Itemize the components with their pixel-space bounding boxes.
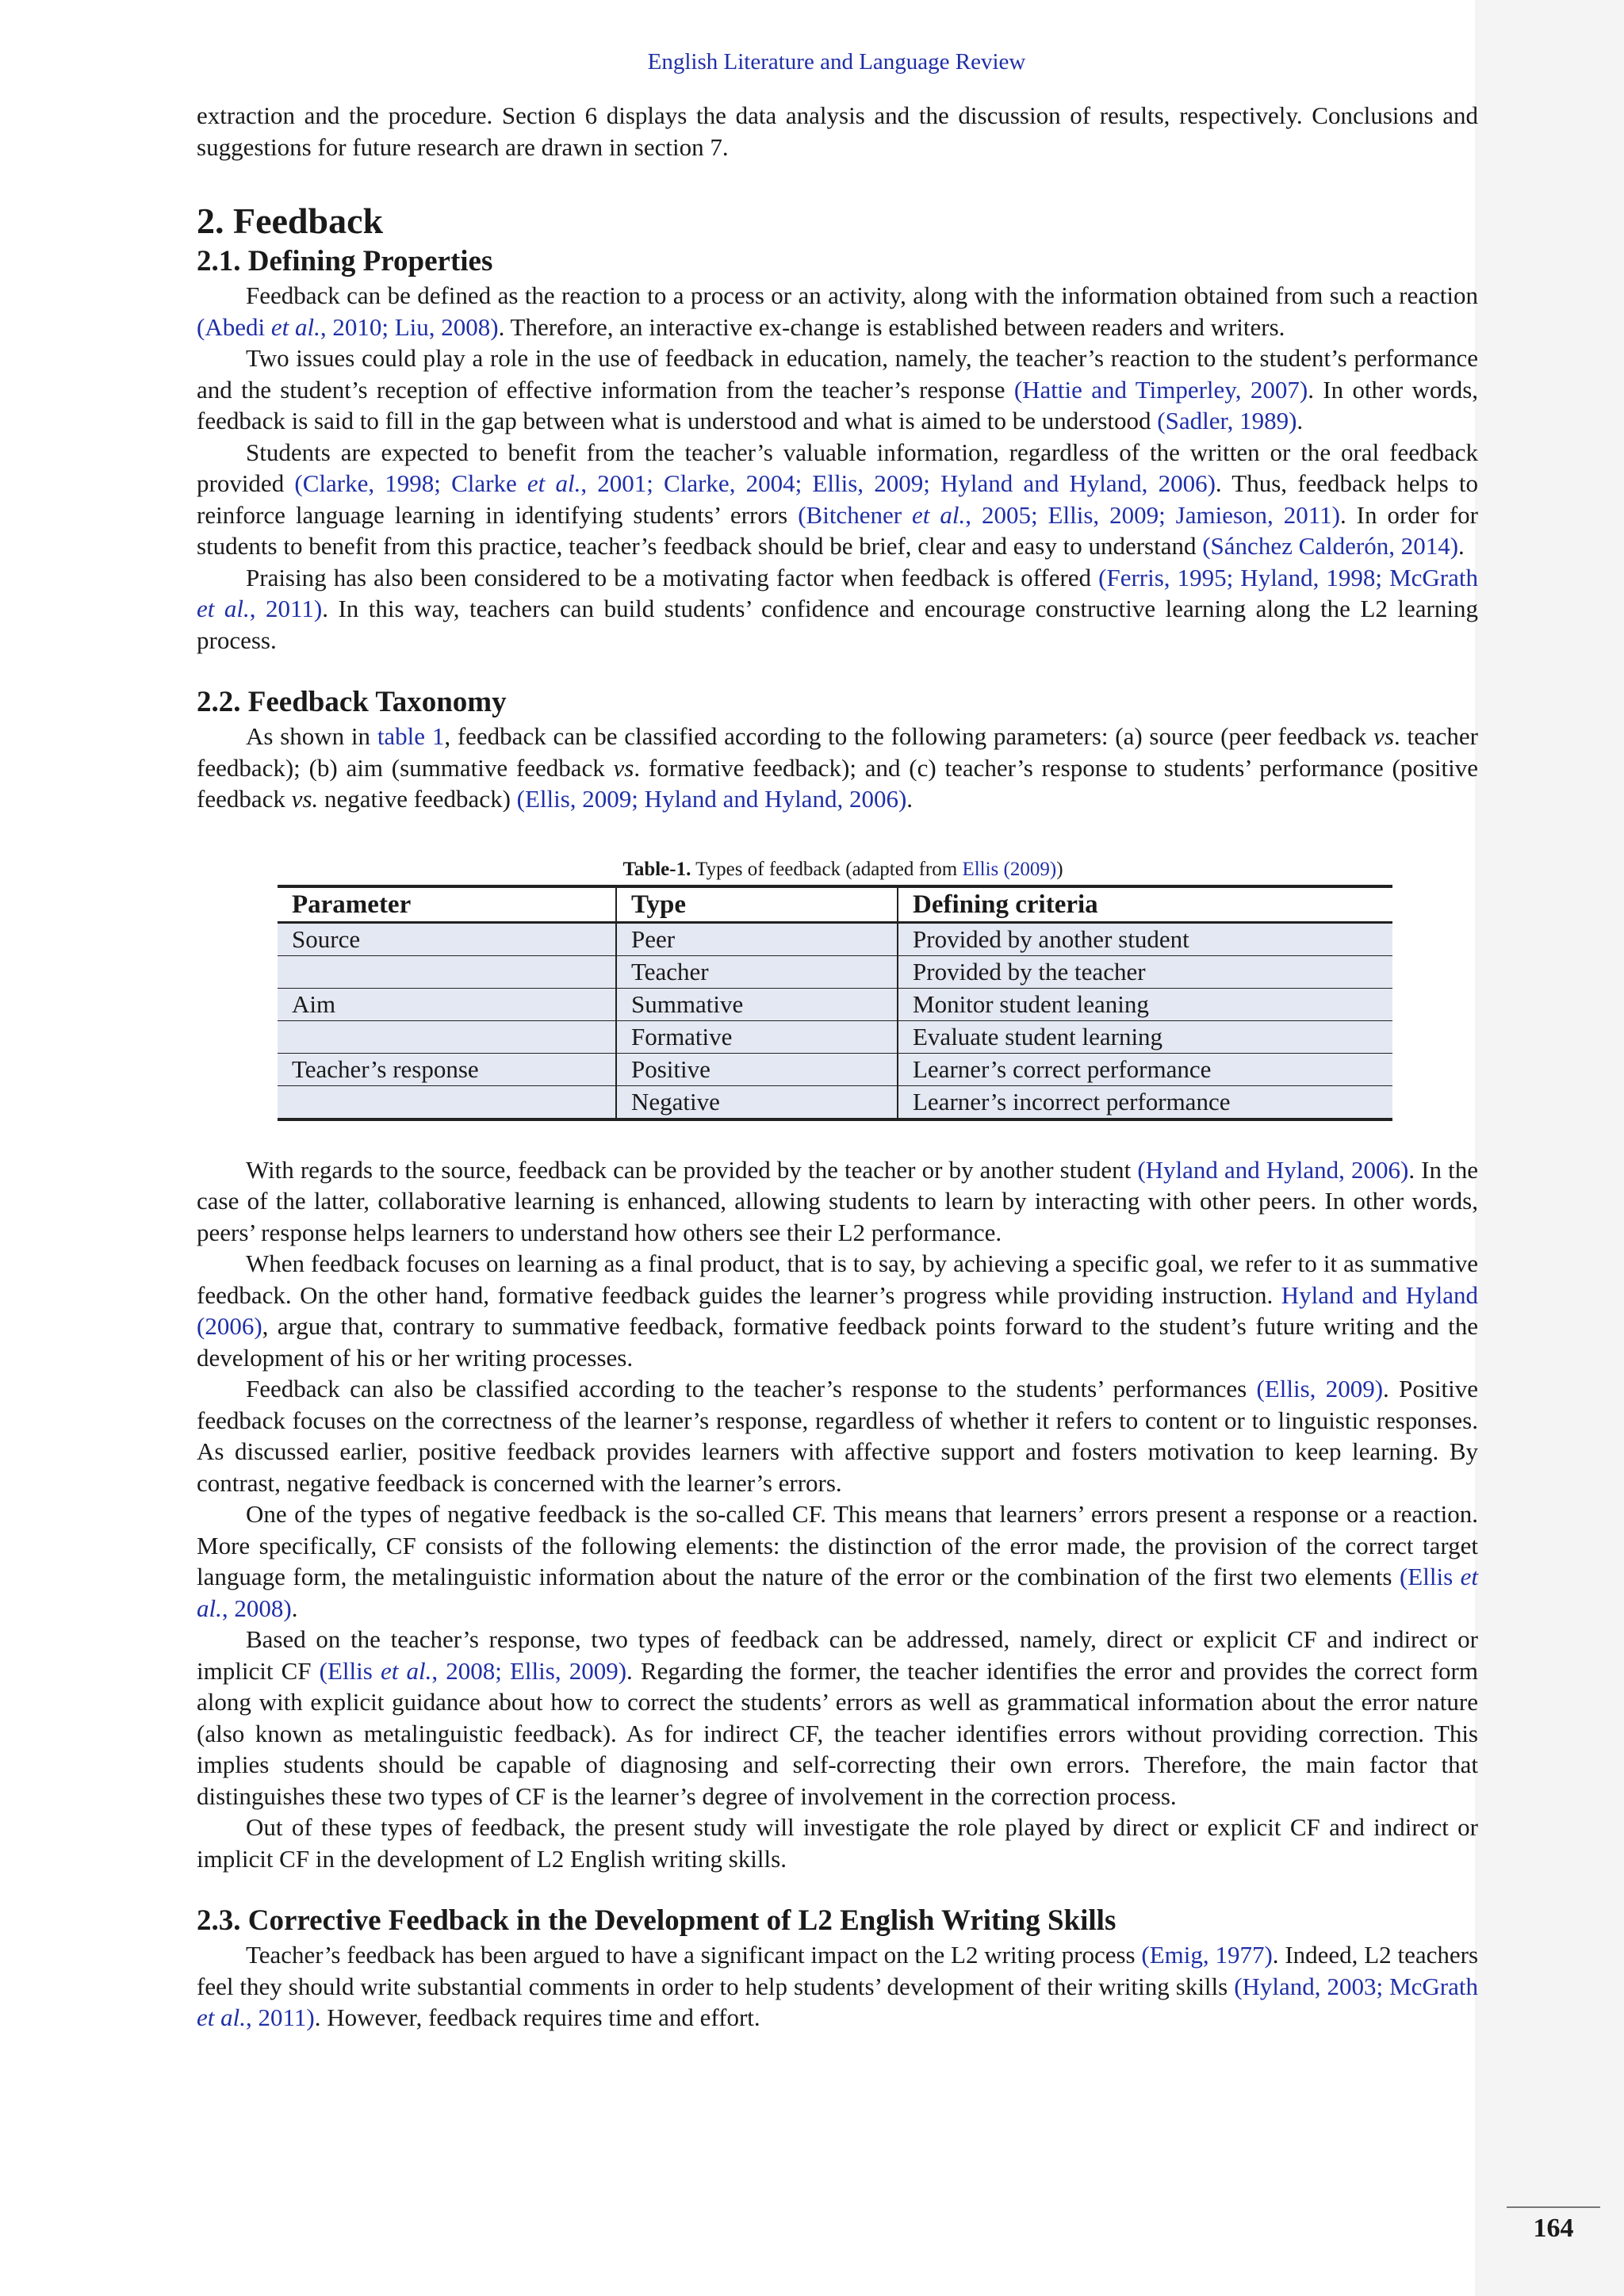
page-number: 164 <box>1533 2214 1574 2243</box>
table-cell: Evaluate student learning <box>898 1020 1392 1053</box>
table-header-cell: Defining criteria <box>898 886 1392 923</box>
citation-link[interactable]: (Sánchez Calderón, 2014) <box>1202 532 1459 560</box>
citation-link[interactable]: (Clarke, 1998; Clarke et al., 2001; Clarke, 2004; Ellis, 2009; Hyland and Hyland, 2006) <box>294 469 1216 497</box>
table-row <box>278 1053 1392 1085</box>
section-heading: 2. Feedback <box>197 201 384 241</box>
table-cell: Formative <box>616 1020 898 1053</box>
paragraph: Based on the teacher’s response, two types of feedback can be addressed, namely, direct or explicit CF and indirect or implicit CF (Ellis et al., 2008; Ellis, 2009). Regarding the former, the teacher identifies the error and provides the correct form along with explicit guidance about how to correct the students’ errors as well as grammatical information about the error nature (also known as metalinguistic feedback). As for indirect CF, the teacher identifies errors without providing correction. This implies students should be capable of diagnosing and self-correcting their own errors. Therefore, the main factor that distinguishes these two types of CF is the learner’s degree of involvement in the correction process. <box>197 1625 1478 1810</box>
table-header-cell: Parameter <box>292 890 412 919</box>
paragraph: As shown in table 1, feedback can be classified according to the following parameters: (a) source (peer feedback vs. teacher feedback); (b) aim (summative feedback vs. formative feedback); and (c) teacher’s response to students’ performance (positive feedback vs. negative feedback) (Ellis, 2009; Hyland and Hyland, 2006). <box>197 722 1478 813</box>
table-cell: Learner’s incorrect performance <box>898 1085 1392 1119</box>
table-cell: Provided by the teacher <box>898 955 1392 988</box>
subsection-heading: 2.1. Defining Properties <box>197 245 493 277</box>
table-cell: Provided by another student <box>898 922 1392 955</box>
table-row <box>278 988 1392 1020</box>
paragraph: Students are expected to benefit from the teacher’s valuable information, regardless of the written or the oral feedback provided (Clarke, 1998; Clarke et al., 2001; Clarke, 2004; Ellis, 2009; Hyland and Hyland, 2006). Thus, feedback helps to reinforce language learning in identifying students’ errors (Bitchener et al., 2005; Ellis, 2009; Jamieson, 2011). In order for students to benefit from this practice, teacher’s feedback should be brief, clear and easy to understand (Sánchez Calderón, 2014). <box>197 438 1478 560</box>
paragraph: Feedback can also be classified according to the teacher’s response to the students’ performances (Ellis, 2009). Positive feedback focuses on the correctness of the learner’s response, regardless of whether it refers to content or to linguistic responses. As discussed earlier, positive feedback provides learners with affective support and fosters motivation to keep learning. By contrast, negative feedback is concerned with the learner’s errors. <box>197 1375 1478 1497</box>
citation-link[interactable]: (Hattie and Timperley, 2007) <box>1013 375 1308 404</box>
table-cell: Positive <box>616 1053 898 1085</box>
citation-link[interactable]: (Ellis, 2009; Hyland and Hyland, 2006) <box>516 785 907 813</box>
table-row <box>278 1085 1392 1119</box>
table-link[interactable]: table 1 <box>377 722 445 750</box>
table-cell <box>278 1085 616 1119</box>
subsection-heading: 2.3. Corrective Feedback in the Development of L2 English Writing Skills <box>197 1904 1116 1937</box>
page-margin-shade <box>1475 0 1624 2296</box>
paragraph: Out of these types of feedback, the present study will investigate the role played by direct or explicit CF and indirect or implicit CF in the development of L2 English writing skills. <box>197 1813 1478 1873</box>
paragraph: One of the types of negative feedback is the so-called CF. This means that learners’ errors present a response or a reaction. More specifically, CF consists of the following elements: the distinction of the error made, the provision of the correct target language form, the metalinguistic information about the nature of the error or the combination of the first two elements (Ellis et al., 2008). <box>197 1500 1478 1622</box>
intro-paragraph: extraction and the procedure. Section 6 displays the data analysis and the discussion of results, respectively. Conclusions and suggestions for future research are drawn in section 7. <box>197 101 1478 161</box>
table-row <box>278 955 1392 988</box>
citation-link[interactable]: (Bitchener et al., 2005; Ellis, 2009; Jamieson, 2011) <box>798 500 1340 529</box>
citation-link[interactable]: (Ellis, 2009) <box>1256 1375 1384 1402</box>
table-header-row <box>278 886 1392 923</box>
citation-link[interactable]: (Ellis et al., 2008) <box>197 1563 1478 1622</box>
table-row <box>278 1020 1392 1053</box>
citation-link[interactable]: (Emig, 1977) <box>1141 1941 1273 1969</box>
subsection-heading: 2.2. Feedback Taxonomy <box>197 686 507 718</box>
citation-link[interactable]: (Ferris, 1995; Hyland, 1998; McGrath et al., 2011) <box>197 563 1478 622</box>
table-cell: Learner’s correct performance <box>898 1053 1392 1085</box>
paragraph: With regards to the source, feedback can be provided by the teacher or by another student (Hyland and Hyland, 2006). In the case of the latter, collaborative learning is enhanced, allowing students to learn by interacting with other peers. In other words, peers’ response helps learners to understand how others see their L2 performance. <box>197 1155 1478 1246</box>
table-cell: Teacher <box>616 955 898 988</box>
citation-link[interactable]: (Abedi et al., 2010; Liu, 2008) <box>197 312 499 341</box>
table-cell <box>278 955 616 988</box>
citation-link[interactable]: (Sadler, 1989) <box>1157 407 1297 434</box>
citation-link[interactable]: (Hyland, 2003; McGrath et al., 2011) <box>197 1972 1479 2031</box>
paragraph: Feedback can be defined as the reaction to a process or an activity, along with the information obtained from such a reaction (Abedi et al., 2010; Liu, 2008). Therefore, an interactive ex-change is established between readers and writers. <box>197 281 1478 341</box>
table-cell: Summative <box>616 988 898 1020</box>
paragraph: When feedback focuses on learning as a final product, that is to say, by achieving a specific goal, we refer to it as summative feedback. On the other hand, formative feedback guides the learner’s progress while providing instruction. Hyland and Hyland (2006), argue that, contrary to summative feedback, formative feedback points forward to the student’s future writing and the development of his or her writing processes. <box>197 1249 1479 1372</box>
article-body <box>197 100 1478 2034</box>
table-cell: Negative <box>616 1085 898 1119</box>
table-cell: Peer <box>616 922 898 955</box>
paragraph: Teacher’s feedback has been argued to have a significant impact on the L2 writing process (Emig, 1977). Indeed, L2 teachers feel they should write substantial comments in order to help students’ development of their writing skills (Hyland, 2003; McGrath et al., 2011). However, feedback requires time and effort. <box>197 1941 1479 2031</box>
feedback-types-table <box>278 885 1392 1121</box>
citation-link[interactable]: Ellis (2009) <box>962 858 1057 880</box>
journal-title: English Literature and Language Review <box>647 49 1026 75</box>
paragraph: Praising has also been considered to be a motivating factor when feedback is offered (Ferris, 1995; Hyland, 1998; McGrath et al., 2011). In this way, teachers can build students’ confidence and encourage constructive learning along the L2 learning process. <box>197 563 1478 654</box>
paragraph: Two issues could play a role in the use of feedback in education, namely, the teacher’s reaction to the student’s performance and the student’s reception of effective information from the teacher’s response (Hattie and Timperley, 2007). In other words, feedback is said to fill in the gap between what is understood and what is aimed to be understood (Sadler, 1989). <box>197 344 1479 434</box>
table-cell: Aim <box>278 988 616 1020</box>
citation-link[interactable]: (Hyland and Hyland, 2006) <box>1137 1155 1409 1184</box>
table-cell: Source <box>278 922 616 955</box>
table-cell: Monitor student leaning <box>898 988 1392 1020</box>
table-header-cell: Type <box>616 886 898 923</box>
table-cell: Teacher’s response <box>278 1053 616 1085</box>
table-caption: Table-1. Types of feedback (adapted from Ellis (2009)) <box>622 858 1063 880</box>
citation-link[interactable]: (Ellis et al., 2008; Ellis, 2009) <box>319 1656 627 1685</box>
table-row <box>278 922 1392 955</box>
citation-link[interactable]: Hyland and Hyland (2006) <box>197 1280 1479 1340</box>
table-cell <box>278 1020 616 1053</box>
page-number-rule <box>1507 2206 1600 2208</box>
